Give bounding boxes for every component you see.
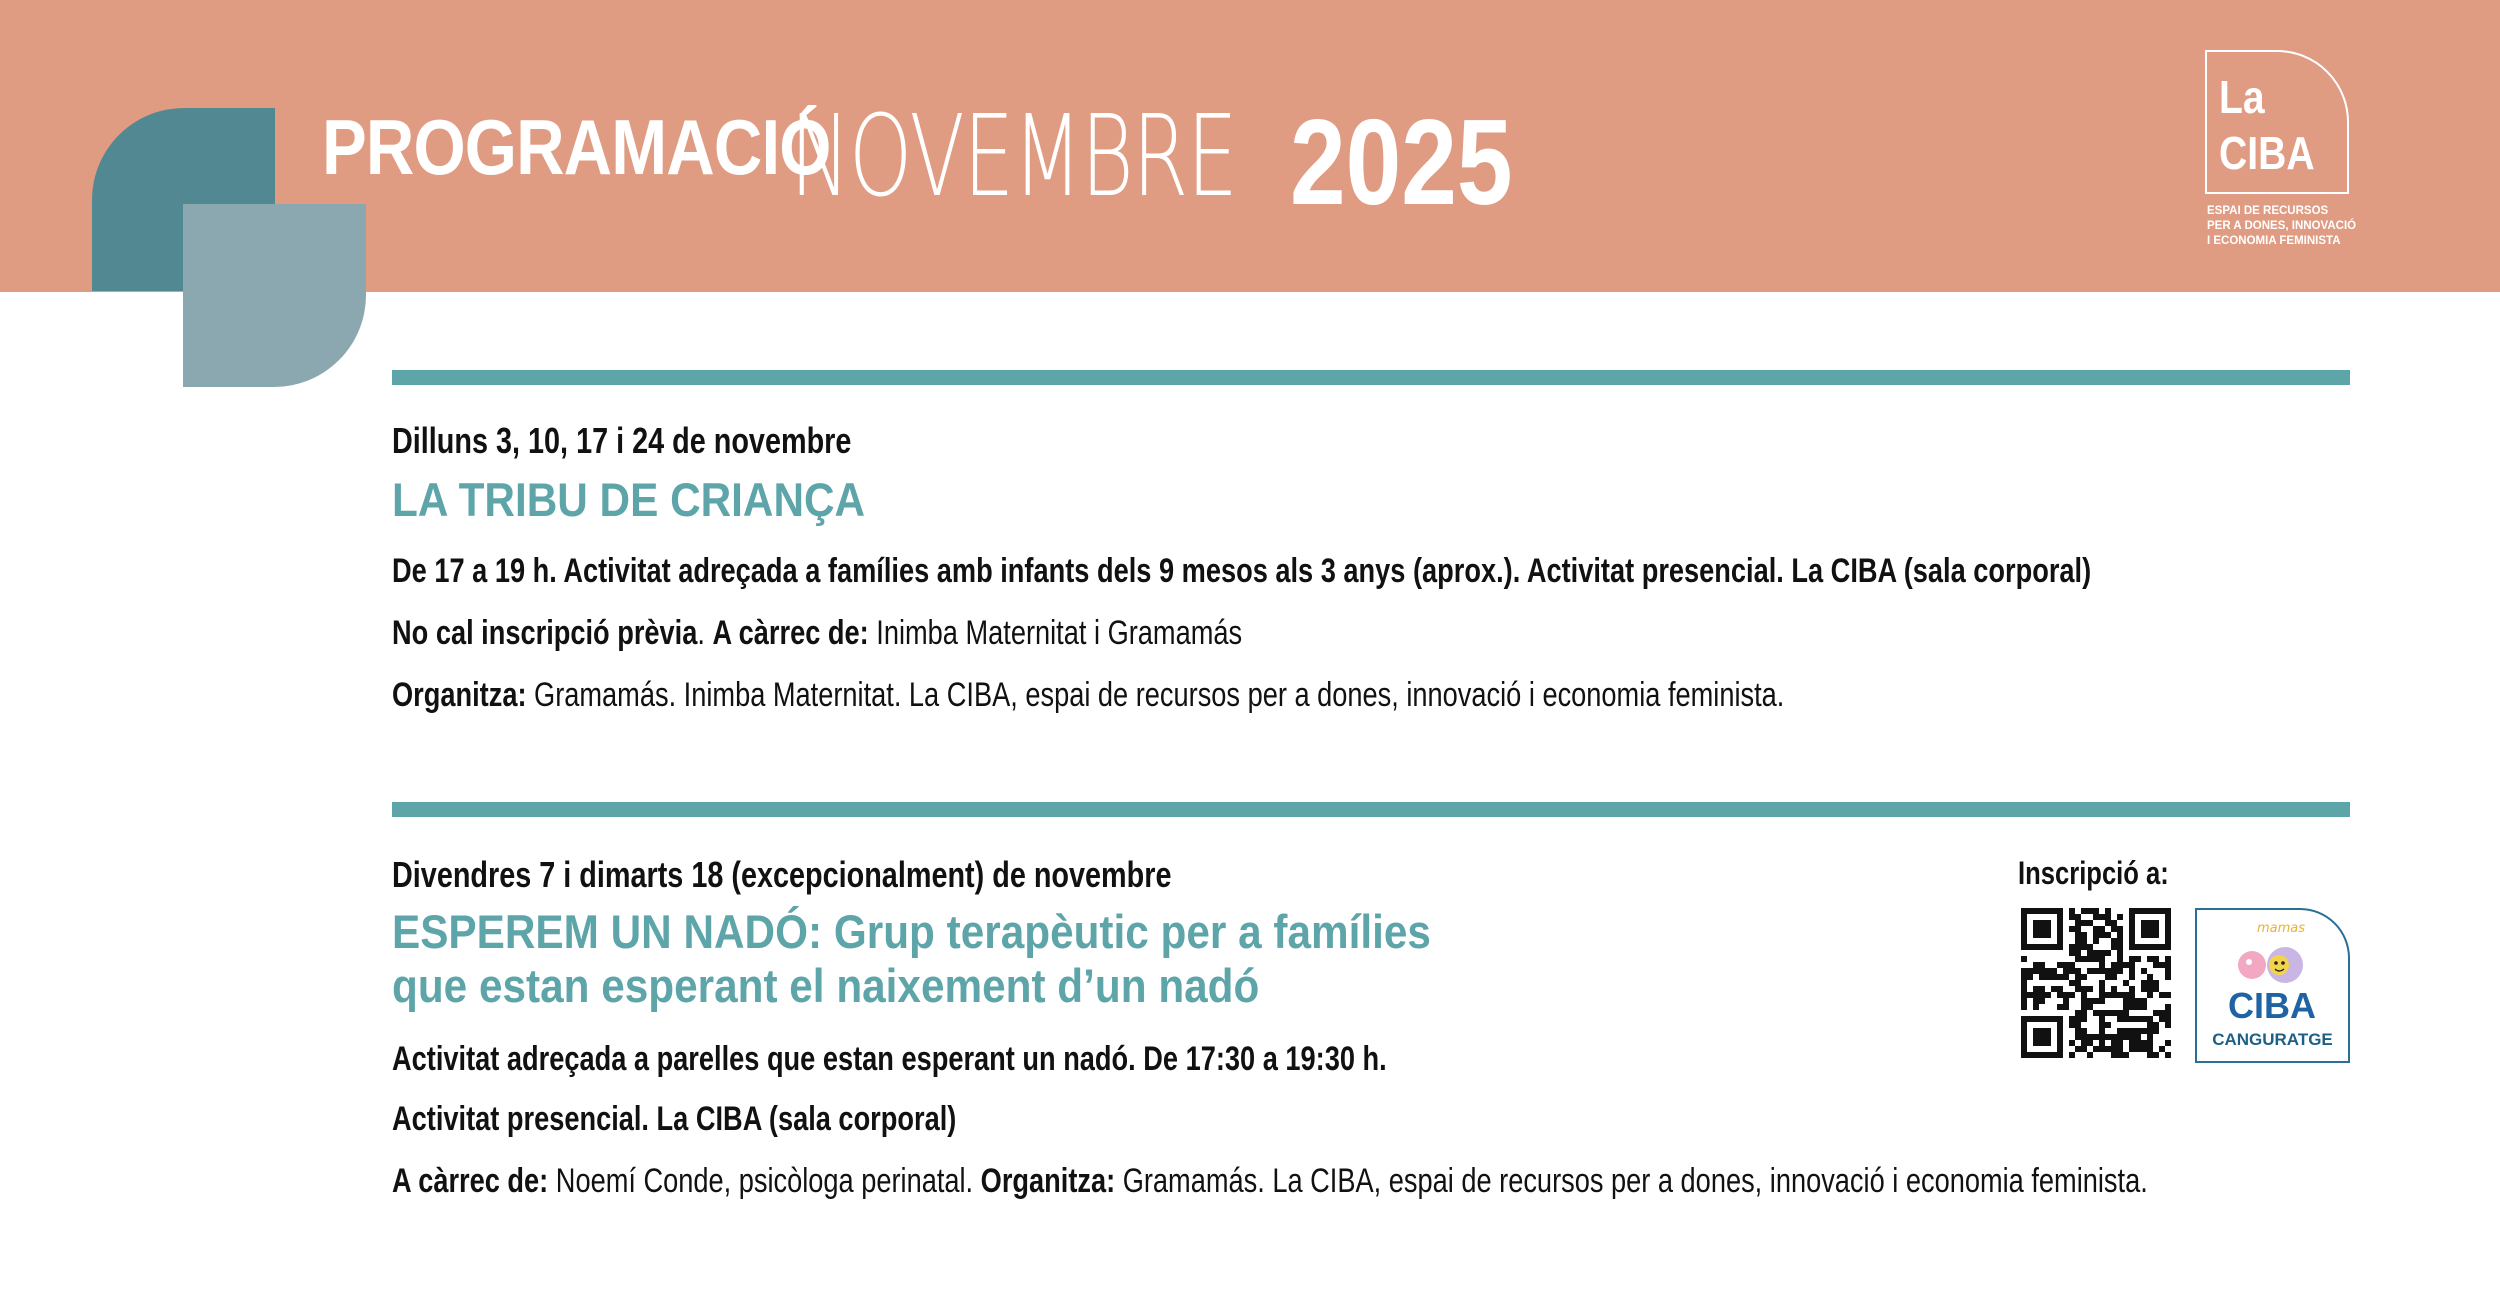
section-divider [392,370,2350,385]
event-date: Divendres 7 i dimarts 18 (excepcionalment) de novembre [392,854,1172,895]
separator-text: . [697,614,713,652]
in-charge-value: Noemí Conde, psicòloga perinatal. [548,1162,981,1200]
event-title-line-2: que estan esperant el naixement d’un nadó [392,959,1260,1012]
logo-subtitle [2207,204,2356,249]
canguratge-badge[interactable] [2195,908,2350,1063]
event-title-line-1: ESPEREM UN NADÓ: Grup terapèutic per a famílies [392,905,1431,958]
in-charge-label: A càrrec de: [392,1162,549,1200]
badge-logo-text: CIBA [2228,985,2316,1026]
logo-sub-line: I ECONOMIA FEMINISTA [2207,235,2341,247]
organizer-label: Organitza: [980,1162,1116,1200]
ciba-canguratge-icon [2197,910,2348,1028]
no-registration-text: No cal inscripció prèvia [392,614,698,652]
event-line-text: De 17 a 19 h. Activitat adreçada a famílies amb infants dels 9 mesos als 3 anys (aprox.). Activitat presencial. La CIBA (sala corporal) [392,552,2092,590]
event-line-text: Activitat presencial. La CIBA (sala corporal) [392,1100,957,1138]
logo-line-1: La [2219,71,2265,123]
title-month: NOVEMBRE [790,92,1237,222]
logo-sub-line: PER A DONES, INNOVACIÓ [2207,220,2357,232]
logo-sub-line: ESPAI DE RECURSOS [2207,205,2329,217]
event-line [392,614,1242,653]
badge-figure-pink [2238,951,2266,979]
title-year: 2025 [1290,94,1513,230]
la-ciba-logo [2205,50,2349,194]
organizer-label: Organitza: [392,676,527,714]
decorative-shape-light [183,204,366,387]
qr-code-icon[interactable] [2021,908,2171,1058]
event-line [392,552,2091,591]
registration-label: Inscripció a: [2018,855,2169,891]
badge-script-text: mamas [2257,921,2306,936]
event-line-text: Activitat adreçada a parelles que estan esperant un nadó. De 17:30 a 19:30 h. [392,1040,1387,1078]
title-programacio: PROGRAMACIÓ [322,103,831,191]
event-line [392,676,1784,715]
organizer-value: Gramamás. La CIBA, espai de recursos per a dones, innovació i economia feminista. [1115,1162,2148,1200]
event-date: Dilluns 3, 10, 17 i 24 de novembre [392,420,852,461]
canguratge-label: CANGURATGE [2212,1030,2333,1049]
in-charge-label: A càrrec de: [712,614,869,652]
organizer-value: Gramamás. Inimba Maternitat. La CIBA, espai de recursos per a dones, innovació i economia feminista. [526,676,1785,714]
event-title: LA TRIBU DE CRIANÇA [392,473,866,526]
event-line [392,1100,956,1139]
logo-line-2: CIBA [2219,127,2315,179]
event-line [392,1040,1387,1079]
in-charge-value: Inimba Maternitat i Gramamás [868,614,1243,652]
event-line [392,1162,2148,1201]
section-divider [392,802,2350,817]
